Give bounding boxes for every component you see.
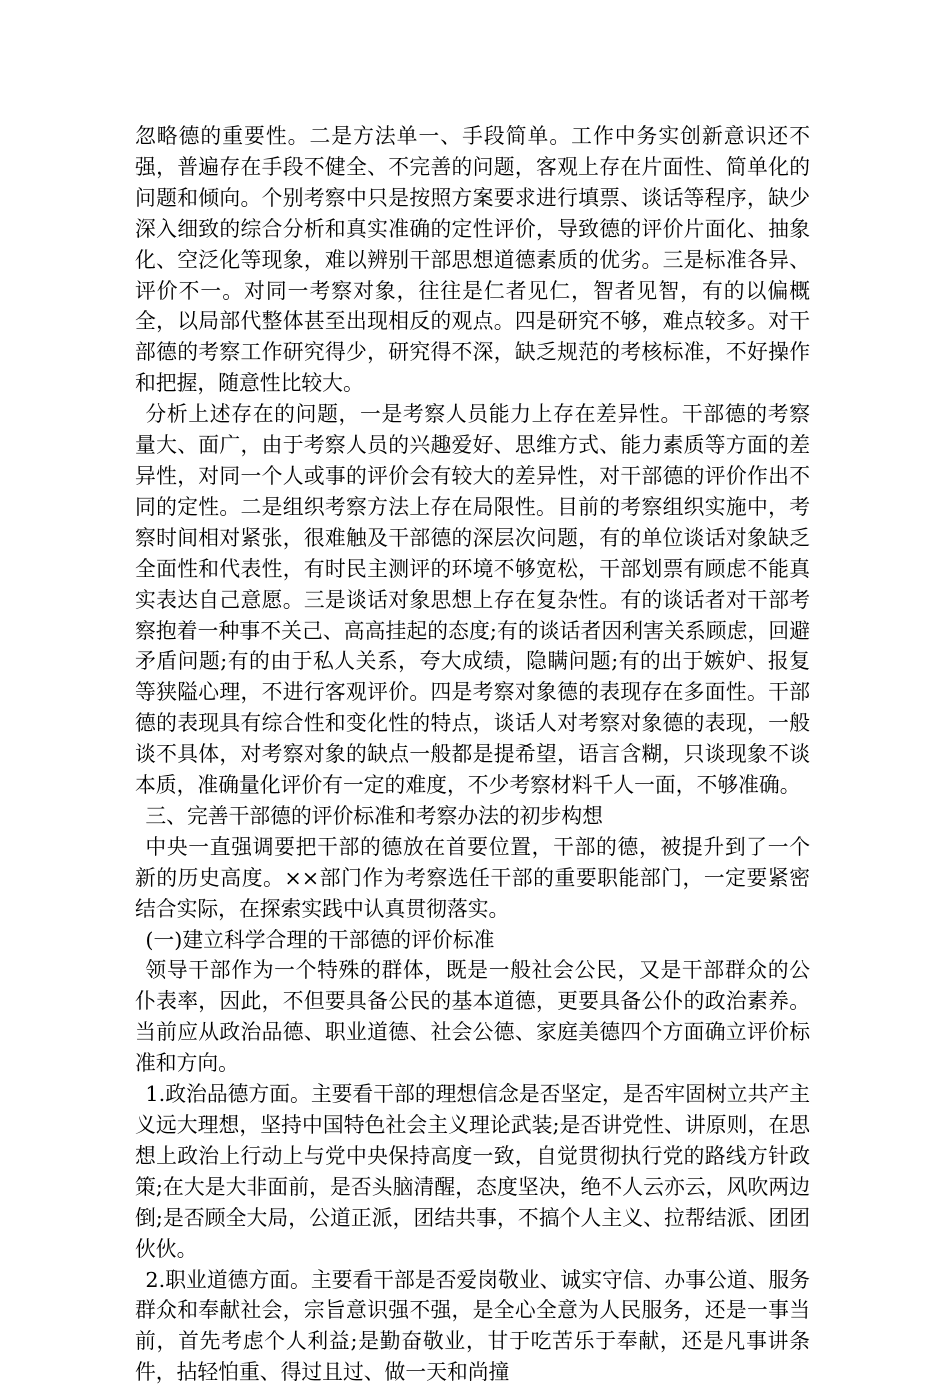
paragraph-2: 分析上述存在的问题，一是考察人员能力上存在差异性。干部德的考察量大、面广，由于考察人员的兴趣爱好、思维方式、能力素质等方面的差异性，对同一个人或事的评价会有较大的差异性，对干部德的评价作出不同的定性。二是组织考察方法上存在局限性。目前的考察组织实施中，考察时间相对紧张，很难触及干部德的深层次问题，有的单位谈话对象缺乏全面性和代表性，有时民主测评的环境不够宽松，干部划票有顾虑不能真实表达自己意愿。三是谈话对象思想上存在复杂性。有的谈话者对干部考察抱着一种事不关己、高高挂起的态度;有的谈话者因利害关系顾虑，回避矛盾问题;有的由于私人关系，夸大成绩，隐瞒问题;有的出于嫉妒、报复等狭隘心理，不进行客观评价。四是考察对象德的表现存在多面性。干部德的表现具有综合性和变化性的特点，谈话人对考察对象德的表现，一般谈不具体，对考察对象的缺点一般都是提希望，语言含糊，只谈现象不谈本质，准确量化评价有一定的难度，不少考察材料千人一面，不够准确。 (135, 402, 810, 798)
paragraph-4: 中央一直强调要把干部的德放在首要位置，干部的德，被提升到了一个新的历史高度。××部门作为考察选任干部的重要职能部门，一定要紧密结合实际，在探索实践中认真贯彻落实。 (135, 834, 810, 921)
section-heading-3: 三、完善干部德的评价标准和考察办法的初步构想 (145, 803, 603, 828)
document-body (135, 121, 810, 1388)
paragraph-6: 领导干部作为一个特殊的群体，既是一般社会公民，又是干部群众的公仆表率，因此，不但要具备公民的基本道德，更要具备公仆的政治素养。当前应从政治品德、职业道德、社会公德、家庭美德四个方面确立评价标准和方向。 (135, 958, 810, 1076)
paragraph-1: 忽略德的重要性。二是方法单一、手段简单。工作中务实创新意识还不强，普遍存在手段不健全、不完善的问题，客观上存在片面性、简单化的问题和倾向。个别考察中只是按照方案要求进行填票、谈话等程序，缺少深入细致的综合分析和真实准确的定性评价，导致德的评价片面化、抽象化、空泛化等现象，难以辨别干部思想道德素质的优劣。三是标准各异、评价不一。对同一考察对象，往往是仁者见仁，智者见智，有的以偏概全，以局部代整体甚至出现相反的观点。四是研究不够，难点较多。对干部德的考察工作研究得少，研究得不深，缺乏规范的考核标准，不好操作和把握，随意性比较大。 (135, 124, 810, 396)
paragraph-professional-ethics: 2.职业道德方面。主要看干部是否爱岗敬业、诚实守信、办事公道、服务群众和奉献社会，宗旨意识强不强，是全心全意为人民服务，还是一事当前，首先考虑个人利益;是勤奋敬业，甘于吃苦乐于奉献，还是凡事讲条件，拈轻怕重、得过且过、做一天和尚撞 (135, 1267, 810, 1385)
subsection-heading-1: (一)建立科学合理的干部德的评价标准 (145, 927, 495, 952)
paragraph-political-morality: 1.政治品德方面。主要看干部的理想信念是否坚定，是否牢固树立共产主义远大理想，坚持中国特色社会主义理论武装;是否讲党性、讲原则，在思想上政治上行动上与党中央保持高度一致，自觉贯彻执行党的路线方针政策;在大是大非面前，是否头脑清醒，态度坚决，绝不人云亦云，风吹两边倒;是否顾全大局，公道正派，团结共事，不搞个人主义、拉帮结派、团团伙伙。 (135, 1082, 810, 1261)
